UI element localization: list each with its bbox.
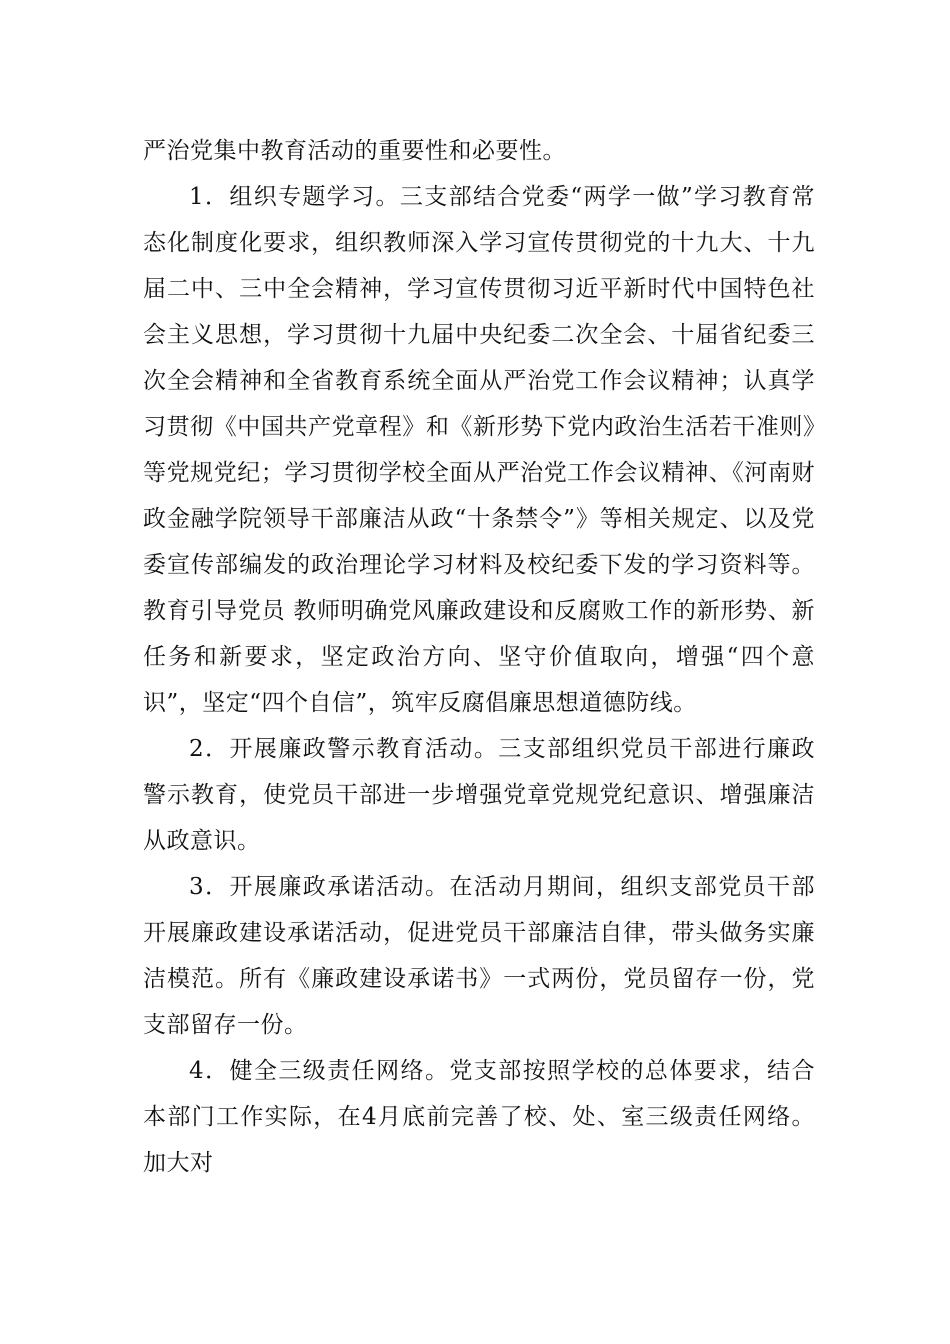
- document-body: [143, 128, 815, 1186]
- paragraph-commitment: 3．开展廉政承诺活动。在活动月期间，组织支部党员干部开展廉政建设承诺活动，促进党员干部廉洁自律，带头做务实廉洁模范。所有《廉政建设承诺书》一式两份，党员留存一份，党支部留存一份。: [143, 874, 815, 1038]
- paragraph-study: 1．组织专题学习。三支部结合党委“两学一做”学习教育常态化制度化要求，组织教师深入学习宣传贯彻党的十九大、十九届二中、三中全会精神，学习宣传贯彻习近平新时代中国特色社会主义思想，学习贯彻十九届中央纪委二次全会、十届省纪委三次全会精神和全省教育系统全面从严治党工作会议精神；认真学习贯彻《中国共产党章程》和《新形势下党内政治生活若干准则》等党规党纪；学习贯彻学校全面从严治党工作会议精神、《河南财政金融学院领导干部廉洁从政“十条禁令”》等相关规定、以及党委宣传部编发的政治理论学习材料及校纪委下发的学习资料等。教育引导党员 教师明确党风廉政建设和反腐败工作的新形势、新任务和新要求，坚定政治方向、坚守价值取向，增强“四个意识”，坚定“四个自信”，筑牢反腐倡廉思想道德防线。: [143, 184, 815, 716]
- paragraph-continuation: 严治党集中教育活动的重要性和必要性。: [143, 138, 566, 164]
- paragraph-responsibility-network: 4．健全三级责任网络。党支部按照学校的总体要求，结合本部门工作实际，在4月底前完善了校、处、室三级责任网络。加大对: [143, 1058, 815, 1176]
- paragraph-warning-education: 2．开展廉政警示教育活动。三支部组织党员干部进行廉政警示教育，使党员干部进一步增强党章党规党纪意识、增强廉洁从政意识。: [143, 736, 815, 854]
